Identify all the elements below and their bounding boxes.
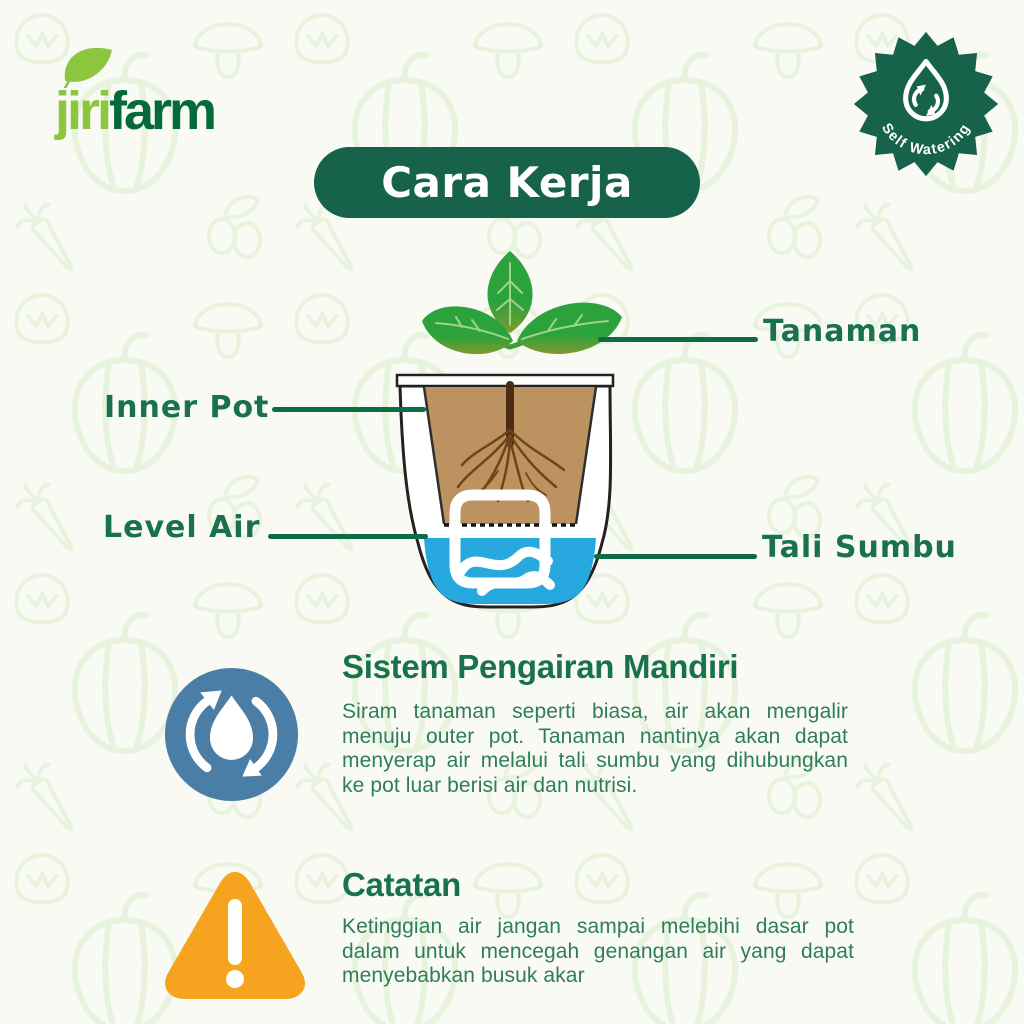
- label-tali-sumbu: Tali Sumbu: [762, 530, 957, 565]
- self-watering-badge: [852, 30, 1000, 178]
- badge-label: Self Watering: [878, 120, 974, 159]
- section-heading-sistem: Sistem Pengairan Mandiri: [342, 648, 739, 685]
- section-heading-catatan: Catatan: [342, 866, 461, 903]
- leaf-right: [517, 303, 622, 354]
- page-title: [314, 147, 700, 218]
- self-watering-badge-icon: [852, 30, 1000, 178]
- warning-icon: [160, 866, 310, 1002]
- label-tanaman: Tanaman: [763, 314, 922, 349]
- pointer-line-inner-pot: [272, 407, 426, 412]
- brand-logo: [55, 40, 285, 140]
- pointer-line-tanaman: [598, 337, 758, 342]
- section-body-catatan: Ketinggian air jangan sampai melebihi dasar pot dalam untuk mencegah genangan air yang dapat menyebabkan busuk akar: [342, 915, 854, 987]
- pointer-line-tali-sumbu: [594, 554, 757, 559]
- pointer-line-level-air: [268, 534, 428, 539]
- water-cycle-icon: [163, 666, 300, 803]
- label-inner-pot: Inner Pot: [104, 390, 270, 425]
- self-watering-pot-illustration: [370, 235, 650, 625]
- page-title-text: Cara Kerja: [381, 158, 633, 207]
- brand-name: [55, 81, 215, 141]
- brand-name-dark: farm: [109, 81, 215, 141]
- section-body-sistem: Siram tanaman seperti biasa, air akan mengalir menuju outer pot. Tanaman nantinya akan dapat menyerap air melalui tali sumbu yang dihubungkan ke pot luar berisi air dan nutrisi.: [342, 700, 848, 797]
- label-level-air: Level Air: [103, 510, 261, 545]
- brand-name-light: jiri: [55, 81, 110, 141]
